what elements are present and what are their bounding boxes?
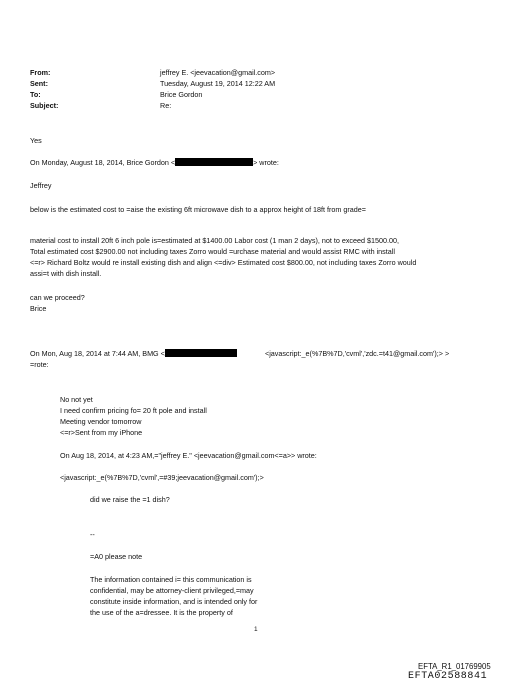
document-id: EFTA_R1_01769905 bbox=[418, 662, 491, 671]
cost-line-3: <=r> Richard Boltz would re install existing dish and align <=div> Estimated cost $800.00, not including taxes Zorro would bbox=[30, 258, 417, 267]
signoff: Brice bbox=[30, 304, 47, 313]
to-label: To: bbox=[30, 90, 41, 99]
subject-value: Re: bbox=[160, 101, 172, 110]
greeting: Jeffrey bbox=[30, 181, 52, 190]
reply-yes: Yes bbox=[30, 136, 42, 145]
quote-header-2 bbox=[30, 349, 237, 358]
sent-value: Tuesday, August 19, 2014 12:22 AM bbox=[160, 79, 276, 88]
disclaimer-line-3: constitute inside information, and is intended only for bbox=[90, 597, 258, 606]
cost-line-4: assi=t with dish install. bbox=[30, 269, 102, 278]
reply-line-3: Meeting vendor tomorrow bbox=[60, 417, 142, 426]
reply-line-1: No not yet bbox=[60, 395, 93, 404]
quote-header-1-prefix: On Monday, August 18, 2014, Brice Gordon < bbox=[30, 158, 176, 167]
sent-label: Sent: bbox=[30, 79, 48, 88]
quote-header-1 bbox=[30, 158, 279, 167]
raise-question: did we raise the =1 dish? bbox=[90, 495, 170, 504]
cost-line-2: Total estimated cost $2900.00 not including taxes Zorro would =urchase material and would assist RMC with install bbox=[30, 247, 395, 256]
from-value: jeffrey E. <jeevacation@gmail.com> bbox=[160, 68, 276, 77]
redaction-box bbox=[165, 349, 237, 357]
quote-header-2-link: <javascript:_e(%7B%7D,'cvml','zdc.=t41@gmail.com');> > bbox=[265, 349, 450, 358]
redaction-box bbox=[175, 158, 253, 166]
disclaimer-line-4: the use of the a=dressee. It is the property of bbox=[90, 608, 233, 617]
quote-header-1-suffix: > wrote: bbox=[253, 158, 279, 167]
reply-line-2: I need confirm pricing fo= 20 ft pole and install bbox=[60, 406, 207, 415]
to-value: Brice Gordon bbox=[160, 90, 203, 99]
proceed-question: can we proceed? bbox=[30, 293, 85, 302]
cost-line-1: material cost to install 20ft 6 inch pole is=estimated at $1400.00 Labor cost (1 man 2 days), not to exceed $1500.00, bbox=[30, 236, 399, 245]
estimate-line: below is the estimated cost to =aise the existing 6ft microwave dish to a approx height of 18ft from grade= bbox=[30, 205, 366, 214]
from-label: From: bbox=[30, 68, 51, 77]
quote-header-3-link: <javascript:_e(%7B%7D,'cvml',=#39;jeevacation@gmail.com');> bbox=[60, 473, 264, 482]
disclaimer-line-1: The information contained i= this communication is bbox=[90, 575, 252, 584]
bates-number: EFTA02588841 bbox=[408, 671, 488, 682]
quote-header-3: On Aug 18, 2014, at 4:23 AM,="jeffrey E." <jeevacation@gmail.com<=a>> wrote: bbox=[60, 451, 317, 460]
page-number: 1 bbox=[254, 626, 258, 633]
reply-line-4: <=r>Sent from my iPhone bbox=[60, 428, 143, 437]
disclaimer-line-2: confidential, may be attorney-client privileged,=may bbox=[90, 586, 254, 595]
please-note: =A0 please note bbox=[90, 552, 143, 561]
quote-header-2-wrote: =rote: bbox=[30, 360, 49, 369]
quote-header-2-prefix: On Mon, Aug 18, 2014 at 7:44 AM, BMG < bbox=[30, 349, 165, 358]
subject-label: Subject: bbox=[30, 101, 59, 110]
signature-dash: -- bbox=[90, 530, 95, 539]
